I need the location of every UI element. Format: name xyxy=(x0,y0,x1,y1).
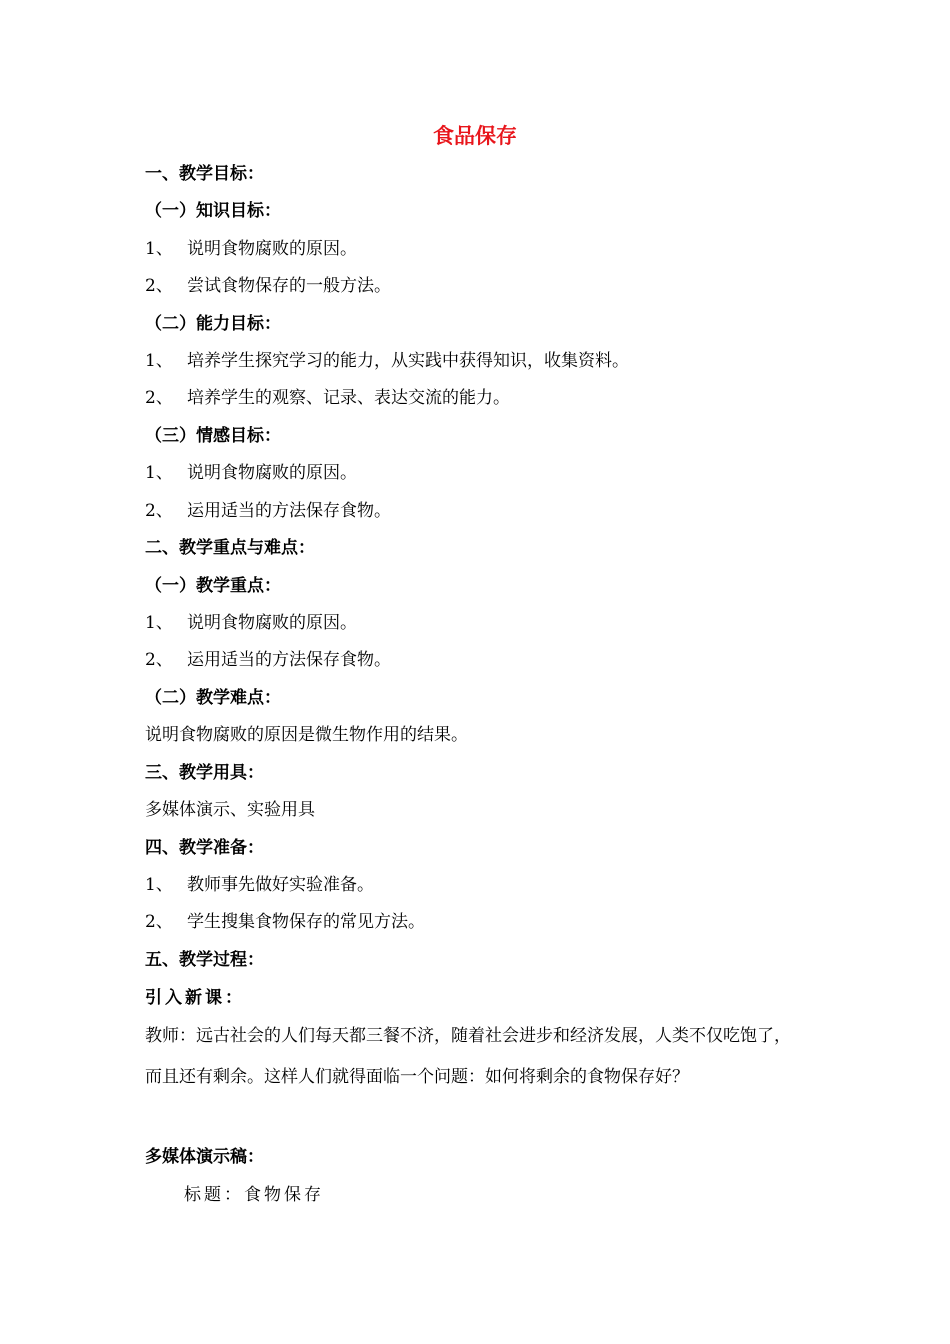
item-number: 2、 xyxy=(145,650,173,670)
item-number: 2、 xyxy=(145,501,173,521)
tools-text: 多媒体演示、实验用具 xyxy=(145,800,315,820)
intro-paragraph: 教师：远古社会的人们每天都三餐不济，随着社会进步和经济发展，人类不仅吃饱了，而且还有剩余。这样人们就得面临一个问题：如何将剩余的食物保存好？ xyxy=(145,1026,791,1087)
list-item: 1、 说明食物腐败的原因。 xyxy=(145,463,357,483)
subheading-emotion: （三）情感目标： xyxy=(145,426,281,446)
list-item: 1、 说明食物腐败的原因。 xyxy=(145,613,357,633)
item-number: 1、 xyxy=(145,875,173,895)
item-number: 1、 xyxy=(145,463,173,483)
list-item: 2、 尝试食物保存的一般方法。 xyxy=(145,276,391,296)
item-number: 2、 xyxy=(145,388,173,408)
media-heading: 多媒体演示稿： xyxy=(145,1147,264,1167)
list-item: 2、 培养学生的观察、记录、表达交流的能力。 xyxy=(145,388,510,408)
list-item: 1、 培养学生探究学习的能力，从实践中获得知识，收集资料。 xyxy=(145,351,629,371)
item-number: 1、 xyxy=(145,239,173,259)
section-heading-tools: 三、教学用具： xyxy=(145,763,264,783)
list-item: 1、 说明食物腐败的原因。 xyxy=(145,239,357,259)
section-heading-preparation: 四、教学准备： xyxy=(145,838,264,858)
media-title: 标题：食物保存 xyxy=(184,1185,324,1205)
list-item: 1、 教师事先做好实验准备。 xyxy=(145,875,374,895)
subheading-key-point: （一）教学重点： xyxy=(145,576,281,596)
intro-heading: 引入新课： xyxy=(145,988,245,1008)
item-number: 2、 xyxy=(145,912,173,932)
list-item: 2、 学生搜集食物保存的常见方法。 xyxy=(145,912,425,932)
subheading-ability: （二）能力目标： xyxy=(145,314,281,334)
section-heading-process: 五、教学过程： xyxy=(145,950,264,970)
section-heading-key-points: 二、教学重点与难点： xyxy=(145,538,315,558)
subheading-knowledge: （一）知识目标： xyxy=(145,201,281,221)
document-title: 食品保存 xyxy=(433,124,517,148)
item-number: 1、 xyxy=(145,351,173,371)
item-number: 2、 xyxy=(145,276,173,296)
list-item: 2、 运用适当的方法保存食物。 xyxy=(145,650,391,670)
subheading-difficulty: （二）教学难点： xyxy=(145,688,281,708)
item-number: 1、 xyxy=(145,613,173,633)
section-heading-objectives: 一、教学目标： xyxy=(145,164,264,184)
list-item: 2、 运用适当的方法保存食物。 xyxy=(145,501,391,521)
difficulty-text: 说明食物腐败的原因是微生物作用的结果。 xyxy=(145,725,468,745)
